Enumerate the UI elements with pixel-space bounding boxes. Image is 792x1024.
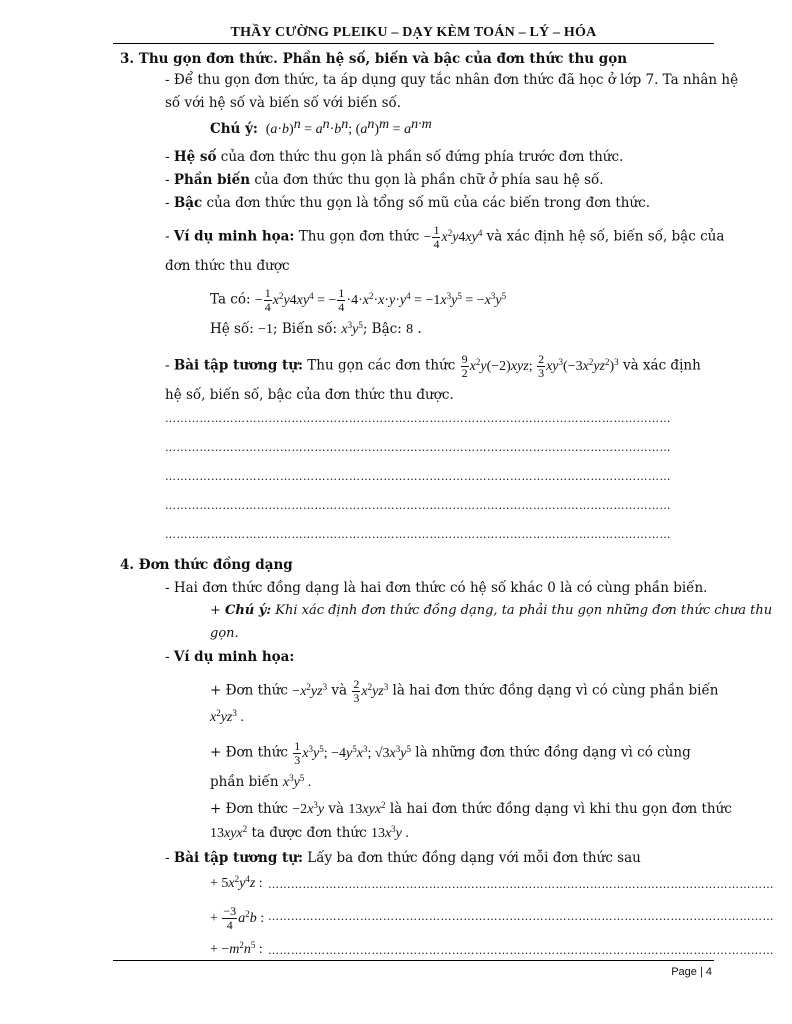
s3-note	[210, 117, 432, 139]
e1-and: và	[327, 682, 352, 699]
heso-value: −1	[258, 322, 273, 337]
e1-monomial-b: $\frac{2}{3}$ $x^2yz^3$	[353, 677, 389, 705]
s3-exercise-line2: hệ số, biến số, bậc của đơn thức thu được.	[165, 387, 454, 403]
example-monomial: − $\frac{1}{4}$ $x^2y4xy^4$	[423, 223, 483, 251]
heso-text: của đơn thức thu gọn là phần số đứng phía trước đơn thức.	[216, 149, 624, 165]
exercise-item-2	[210, 905, 264, 932]
solution-formula: − $\frac{1}{4}$ $x^2y4xy^4$ = − $\frac{1}{4}$ $\cdot 4\cdot x^2\cdot x\cdot y\cdot y^4 = -1x^3y^5 = -x^3y^5$	[254, 286, 507, 314]
e3-and: và	[324, 801, 349, 817]
phanbien-text: của đơn thức thu gọn là phần chữ ở phía sau hệ số.	[250, 172, 604, 188]
answer-line[interactable]: ……………………………………………………………………………………………………………………	[165, 528, 671, 541]
item-3-monomial: + $-m^2n^5$ :	[210, 940, 263, 957]
e3-text: là hai đơn thức đồng dạng vì khi thu gọn đơn thức	[385, 801, 732, 817]
s3-paragraph-2: - Hệ số của đơn thức thu gọn là phần số đứng phía trước đơn thức.	[165, 149, 624, 165]
e1-prefix: + Đơn thức	[210, 682, 293, 699]
item-2-monomial: + $\frac{-3}{4}$ $a^2b$ :	[210, 904, 265, 932]
bac-label: Bậc	[173, 195, 203, 211]
s4-example-1	[210, 678, 718, 705]
taco-label: Ta có:	[210, 291, 255, 308]
answer-line[interactable]: ……………………………………………………………………………………………………………………	[165, 499, 671, 512]
bac-result-label: ; Bậc:	[362, 321, 407, 337]
s3-example-line2: đơn thức thu được	[165, 258, 290, 274]
s3-paragraph-1b: số với hệ số và biến số với biến số.	[165, 95, 402, 111]
e1-monomial-a: $-x^2yz^3$	[292, 681, 328, 699]
section-4-heading: 4. Đơn thức đồng dạng	[120, 557, 293, 573]
s4-example-label: Ví dụ minh họa:	[173, 649, 295, 665]
s3-exercise: - Bài tập tương tự: Thu gọn các đơn thức $\frac{9}{2}$ $x^2y(-2)xyz$; $\frac{2}{3}$ $xy^3(-3x^2yz^2)^3$ và xác định	[165, 352, 701, 380]
s3-paragraph-4: - Bậc của đơn thức thu gọn là tổng số mũ của các biến trong đơn thức.	[165, 195, 651, 211]
exercise-after: và xác định	[618, 357, 701, 374]
exercise-label: Bài tập tương tự:	[173, 357, 304, 374]
e2-prefix: + Đơn thức	[210, 744, 293, 761]
e3-monomial-c: 13xyx$^2$	[210, 824, 248, 841]
s4-exercise: - Bài tập tương tự: Lấy ba đơn thức đồng dạng với mỗi đơn thức sau	[165, 850, 641, 866]
s4-example-2-line2	[210, 773, 311, 792]
s4-example-heading: - Ví dụ minh họa:	[165, 649, 295, 665]
heso-result-label: Hệ số:	[210, 321, 259, 337]
item-1-monomial: + $5x^2y^4z$ :	[210, 874, 263, 891]
phanbien-label: Phần biến	[173, 172, 251, 188]
s3-result: Hệ số: −1; Biến số: $x^3y^5$; Bậc: 8 .	[210, 320, 422, 337]
example-label: Ví dụ minh họa:	[173, 228, 295, 245]
page-header: THẦY CƯỜNG PLEIKU – DẠY KÈM TOÁN – LÝ – HÓA	[230, 25, 597, 40]
s3-solution	[210, 287, 506, 314]
bac-value: 8	[406, 322, 414, 337]
answer-line[interactable]: ……………………………………………………………………………………………………………………	[268, 910, 774, 923]
example-after: và xác định hệ số, biến số, bậc của	[482, 228, 725, 245]
s4-exercise-text: Lấy ba đơn thức đồng dạng với mỗi đơn thức sau	[303, 850, 641, 866]
s4-note	[210, 602, 772, 620]
bienso-value: $x^3y^5$	[341, 320, 363, 337]
s3-example: - Ví dụ minh họa: Thu gọn đơn thức − $\frac{1}{4}$ $x^2y4xy^4$ và xác định hệ số, biến số, bậc của	[165, 223, 725, 251]
heso-label: Hệ số	[173, 149, 217, 165]
answer-line[interactable]: ……………………………………………………………………………………………………………………	[165, 441, 671, 454]
s3-paragraph-3: - Phần biến của đơn thức thu gọn là phần chữ ở phía sau hệ số.	[165, 172, 604, 188]
e3-result-text: ta được đơn thức	[247, 825, 371, 841]
e2-text: là những đơn thức đồng dạng vì có cùng	[410, 744, 691, 761]
s4-note-line2: gọn.	[210, 626, 239, 641]
page-number: Page | 4	[671, 966, 712, 978]
power-rule-formula: $(a\cdot b)^n = a^n\cdot b^n$; $(a^n)^m = a^{n\cdot m}$	[262, 117, 432, 137]
e3-monomial-b: 13xyx$^2$	[348, 800, 386, 817]
s3-paragraph-1a: - Để thu gọn đơn thức, ta áp dụng quy tắc nhân đơn thức đã học ở lớp 7. Ta nhân hệ	[165, 72, 739, 88]
answer-line[interactable]: ……………………………………………………………………………………………………………………	[165, 470, 671, 483]
s4-example-2	[210, 740, 691, 767]
exercise-item-1	[210, 874, 263, 893]
footer-rule	[113, 960, 714, 961]
section-3-heading: 3. Thu gọn đơn thức. Phần hệ số, biến và bậc của đơn thức thu gọn	[120, 51, 628, 67]
s4-paragraph-1: - Hai đơn thức đồng dạng là hai đơn thức có hệ số khác 0 là có cùng phần biến.	[165, 580, 708, 596]
e3-prefix: + Đơn thức	[210, 801, 293, 817]
e2-variable-label: phần biến	[210, 774, 283, 790]
e2-monomials: $\frac{1}{3}$ $x^3y^5$; $-4y^5x^3$; $√3x^3y^5$	[294, 739, 411, 767]
exercise-monomials: $\frac{9}{2}$ $x^2y(-2)xyz$; $\frac{2}{3}$ $xy^3(-3x^2yz^2)^3$	[461, 352, 619, 380]
bac-text: của đơn thức thu gọn là tổng số mũ của các biến trong đơn thức.	[202, 195, 651, 211]
e3-result: $13x^3y$ .	[370, 824, 409, 841]
e2-variable-part: $x^3y^5$ .	[282, 773, 312, 790]
answer-line[interactable]: ……………………………………………………………………………………………………………………	[268, 878, 774, 891]
exercise-item-3	[210, 940, 263, 959]
bienso-result-label: ; Biến số:	[273, 321, 342, 337]
e1-text: là hai đơn thức đồng dạng vì có cùng phần biến	[388, 682, 719, 699]
s4-example-3	[210, 800, 732, 819]
header-rule	[113, 43, 714, 44]
s4-exercise-label: Bài tập tương tự:	[173, 850, 304, 866]
s4-note-text: Khi xác định đơn thức đồng dạng, ta phải thu gọn những đơn thức chưa thu	[271, 603, 773, 618]
e3-monomial-a: $-2x^3y$	[292, 800, 325, 817]
s4-example-3-line2	[210, 824, 409, 843]
e1-variable-part: $x^2yz^3$ .	[210, 708, 244, 725]
s4-note-label: Chú ý:	[225, 603, 272, 618]
example-text: Thu gọn đơn thức	[294, 228, 424, 245]
exercise-text: Thu gọn các đơn thức	[303, 357, 460, 374]
note-prefix: +	[210, 603, 226, 618]
answer-line[interactable]: ……………………………………………………………………………………………………………………	[268, 944, 774, 957]
answer-line[interactable]: ……………………………………………………………………………………………………………………	[165, 412, 671, 425]
note-label: Chú ý:	[210, 121, 258, 137]
